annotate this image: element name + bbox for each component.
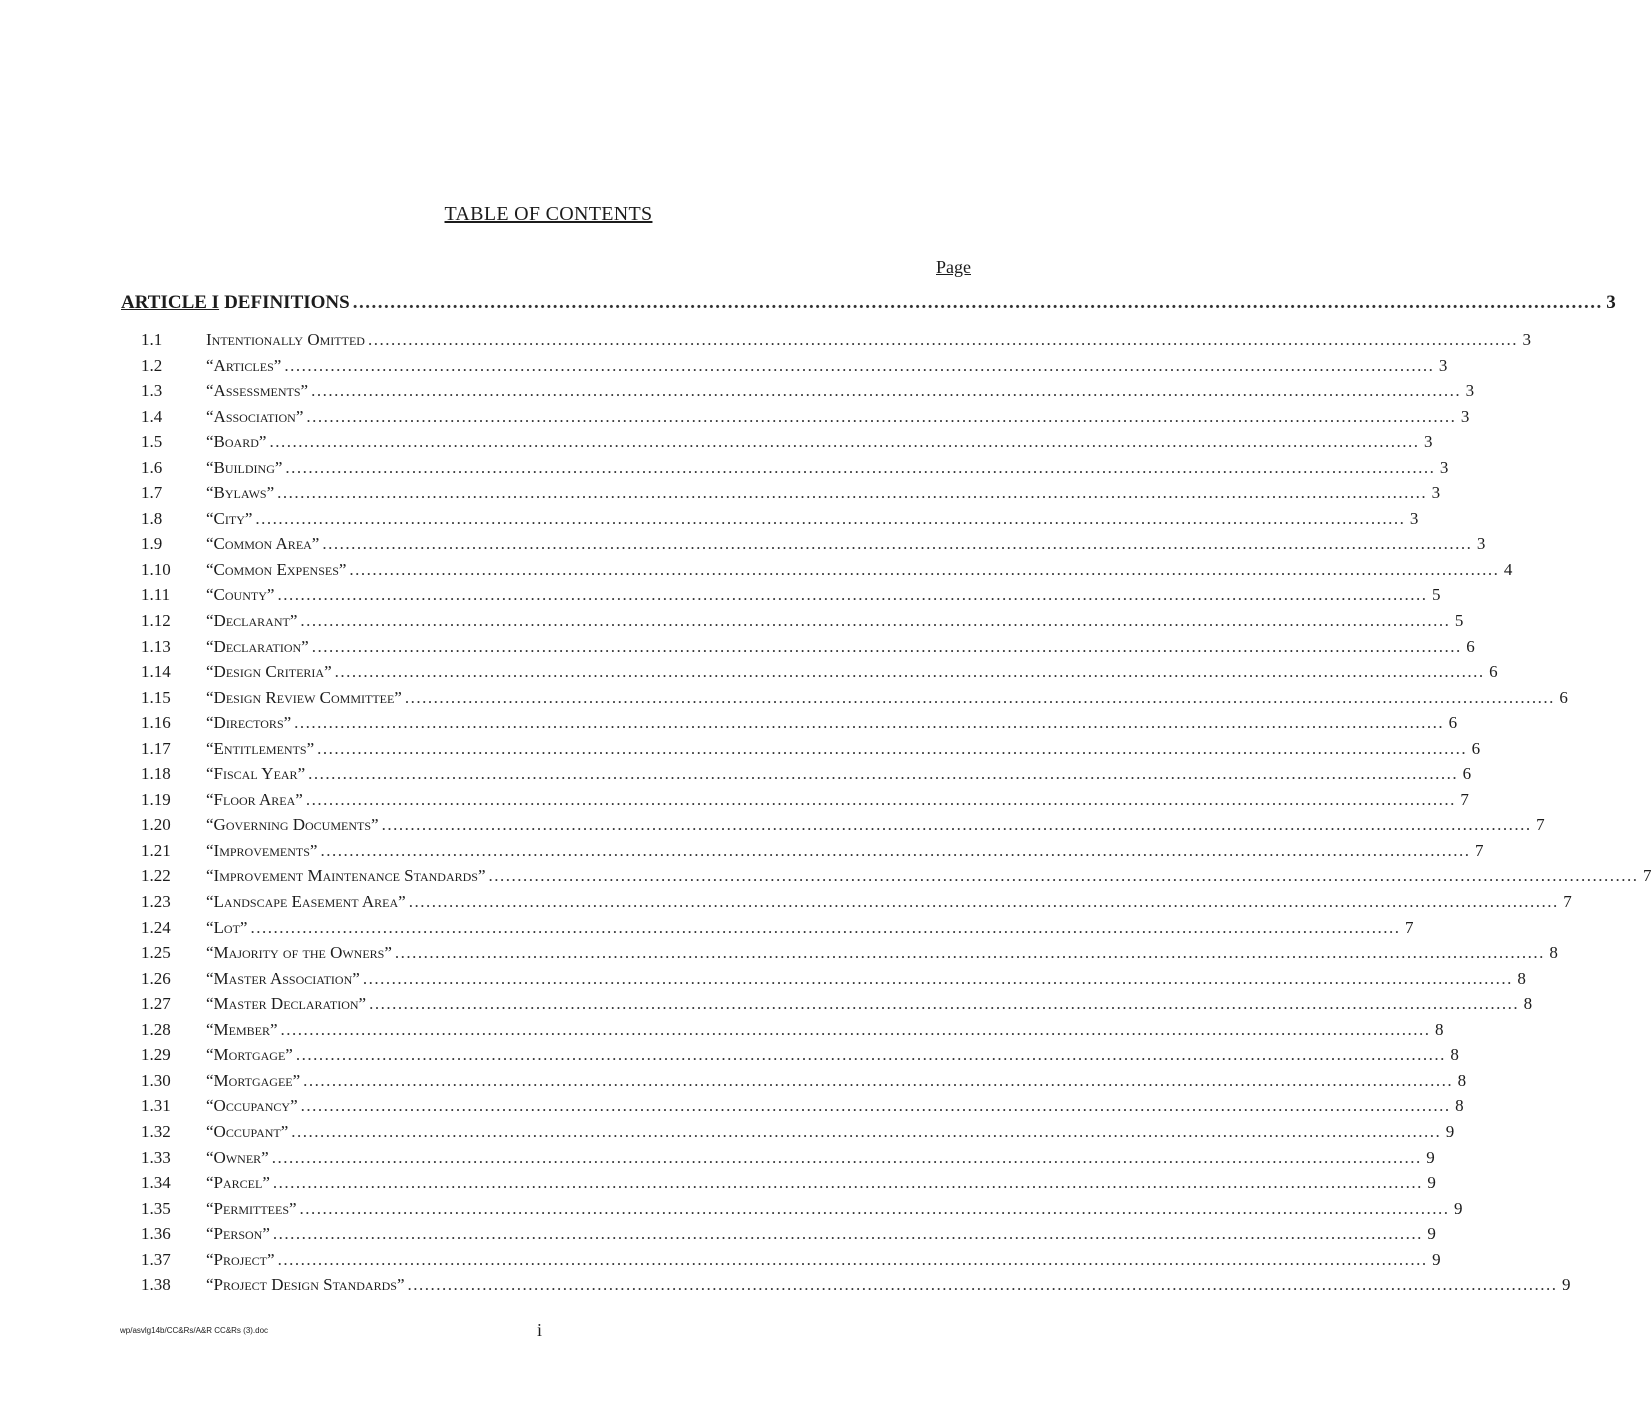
toc-entry: [141, 687, 1568, 714]
entry-page-number: 5: [1431, 585, 1441, 605]
entry-title: “Board”: [206, 432, 267, 452]
entry-page-number: 6: [1448, 713, 1458, 733]
toc-entry: [141, 662, 1498, 688]
dot-leader: ........................................................................................................................................................................................................: [334, 662, 1485, 682]
entry-page-number: 6: [1462, 764, 1472, 784]
entry-number: 1.36: [141, 1224, 171, 1244]
toc-entry: [141, 1249, 1441, 1276]
entry-number: 1.8: [141, 508, 163, 528]
toc-entry: [141, 943, 1558, 969]
entry-page-number: 6: [1559, 687, 1568, 707]
entry-title: “Floor Area”: [206, 789, 303, 809]
dot-leader: ........................................................................................................................................................................................................: [295, 1045, 1446, 1065]
entry-number: 1.1: [141, 330, 163, 349]
entry-title: “Occupancy”: [206, 1096, 298, 1116]
entry-page-number: 9: [1454, 1198, 1463, 1218]
dot-leader: ........................................................................................................................................................................................................: [317, 738, 1468, 758]
entry-number: 1.27: [141, 994, 171, 1014]
dot-leader: ........................................................................................................................................................................................................: [488, 866, 1639, 886]
entry-title: “Owner”: [206, 1147, 269, 1167]
entry-title: “Master Declaration”: [206, 994, 367, 1014]
toc-entry: [141, 432, 1433, 458]
footer-page-number: i: [537, 1320, 543, 1340]
dot-leader: ........................................................................................................................................................................................................: [404, 687, 1555, 707]
toc-entry: [141, 917, 1414, 944]
entry-page-number: 8: [1549, 943, 1558, 963]
entry-title: “Common Expenses”: [206, 559, 347, 579]
dot-leader: ........................................................................................................................................................................................................: [255, 508, 1406, 528]
entry-title: “Member”: [206, 1019, 278, 1039]
entry-number: 1.10: [141, 559, 171, 579]
toc-entry: [141, 1121, 1455, 1148]
dot-leader: ........................................................................................................................................................................................................: [280, 1019, 1431, 1039]
entry-number: 1.15: [141, 687, 171, 707]
entry-title: “Improvements”: [206, 840, 318, 860]
entry-title: “Directors”: [206, 713, 292, 733]
dot-leader: ........................................................................................................................................................................................................: [306, 406, 1457, 426]
dot-leader: ........................................................................................................................................................................................................: [277, 585, 1428, 605]
toc-entry: [141, 559, 1513, 586]
toc-entry: [141, 1198, 1463, 1225]
entry-number: 1.11: [141, 585, 171, 605]
dot-leader: ........................................................................................................................................................................................................: [284, 355, 1435, 375]
entry-page-number: 5: [1454, 611, 1464, 631]
entry-title: “Majority of the Owners”: [206, 943, 392, 963]
dot-leader: ........................................................................................................................................................................................................: [349, 559, 1500, 579]
entry-page-number: 3: [1476, 534, 1486, 554]
toc-heading: TABLE OF CONTENTS: [444, 203, 653, 225]
entry-title: “Declarant”: [206, 611, 298, 631]
entry-page-number: 3: [1522, 330, 1531, 349]
entry-title: “Design Review Committee”: [206, 687, 402, 707]
dot-leader: ........................................................................................................................................................................................................: [320, 840, 1471, 860]
entry-number: 1.25: [141, 943, 171, 963]
dot-leader: ........................................................................................................................................................................................................: [271, 1147, 1422, 1167]
entry-title: “Mortgagee”: [206, 1070, 301, 1090]
entry-page-number: 4: [1503, 559, 1513, 579]
article-title: DEFINITIONS: [224, 292, 350, 313]
entry-title: “Landscape Easement Area”: [206, 892, 406, 912]
dot-leader: ........................................................................................................................................................................................................: [303, 1070, 1454, 1090]
toc-entry: [141, 1224, 1436, 1250]
entry-number: 1.9: [141, 534, 163, 554]
article-page-number: 3: [1606, 292, 1616, 313]
entry-title: “Declaration”: [206, 636, 309, 656]
entry-number: 1.17: [141, 738, 171, 758]
dot-leader: ........................................................................................................................................................................................................: [322, 534, 1473, 554]
entry-page-number: 7: [1404, 917, 1414, 937]
entry-number: 1.26: [141, 968, 171, 988]
entry-number: 1.37: [141, 1249, 171, 1269]
entry-page-number: 8: [1517, 968, 1526, 988]
toc-entry: [141, 534, 1486, 560]
toc-entry: [141, 406, 1470, 433]
entry-title: “Project Design Standards”: [206, 1275, 405, 1295]
entry-number: 1.20: [141, 815, 171, 835]
entry-page-number: 7: [1536, 815, 1545, 835]
entry-page-number: 3: [1439, 457, 1449, 477]
entry-page-number: 9: [1432, 1249, 1441, 1269]
entry-page-number: 6: [1471, 738, 1481, 758]
article-label: ARTICLE I: [121, 292, 220, 313]
toc-entry: [141, 866, 1652, 892]
toc-entry: [141, 381, 1475, 407]
toc-entry: [141, 840, 1484, 867]
entry-title: “Parcel”: [206, 1173, 270, 1193]
entry-title: “Person”: [206, 1224, 270, 1244]
toc-entry: [141, 1070, 1467, 1097]
toc-entry: [141, 1045, 1459, 1071]
entry-page-number: 3: [1438, 355, 1448, 375]
entry-number: 1.33: [141, 1147, 171, 1167]
toc-entry: [141, 611, 1464, 637]
entry-page-number: 7: [1474, 840, 1484, 860]
entry-title: “Permittees”: [206, 1198, 297, 1218]
entry-number: 1.14: [141, 662, 171, 682]
entry-page-number: 3: [1423, 432, 1433, 452]
entry-number: 1.38: [141, 1275, 171, 1295]
dot-leader: ........................................................................................................................................................................................................: [369, 994, 1520, 1014]
dot-leader: ........................................................................................................................................................................................................: [291, 1121, 1442, 1141]
toc-entry: [141, 1147, 1435, 1174]
entry-title: “Master Association”: [206, 968, 360, 988]
article-heading-row: [121, 292, 1616, 314]
entry-page-number: 6: [1489, 662, 1498, 682]
toc-entry: [141, 738, 1481, 765]
entry-title: “Assessments”: [206, 381, 309, 401]
entry-page-number: 7: [1460, 789, 1469, 809]
dot-leader: ........................................................................................................................................................................................................: [269, 432, 1420, 452]
entry-number: 1.32: [141, 1121, 171, 1141]
dot-leader: ........................................................................................................................................................................................................: [311, 636, 1462, 656]
entry-number: 1.29: [141, 1045, 171, 1065]
toc-entry: [141, 483, 1441, 509]
dot-leader: ........................................................................................................................................................................................................: [408, 892, 1559, 912]
entry-number: 1.23: [141, 892, 171, 912]
dot-leader: ........................................................................................................................................................................................................: [299, 1198, 1450, 1218]
toc-entry: [141, 1275, 1571, 1301]
dot-leader: ........................................................................................................................................................................................................: [285, 457, 1436, 477]
entry-number: 1.6: [141, 457, 163, 477]
entry-number: 1.16: [141, 713, 171, 733]
entry-title: “Improvement Maintenance Standards”: [206, 866, 486, 886]
entry-page-number: 8: [1435, 1019, 1444, 1039]
entry-page-number: 3: [1409, 508, 1419, 528]
entry-number: 1.18: [141, 764, 171, 784]
entry-title: “Governing Documents”: [206, 815, 379, 835]
entry-number: 1.22: [141, 866, 171, 886]
entry-page-number: 3: [1431, 483, 1441, 503]
toc-entry: [141, 636, 1475, 663]
entry-number: 1.13: [141, 636, 171, 656]
entry-number: 1.2: [141, 355, 163, 375]
page-column-header: Page: [936, 257, 971, 277]
entry-title: “Common Area”: [206, 534, 320, 554]
entry-number: 1.5: [141, 432, 163, 452]
entry-page-number: 9: [1427, 1173, 1436, 1193]
toc-entry: [141, 457, 1449, 484]
entry-page-number: 8: [1457, 1070, 1467, 1090]
entry-number: 1.34: [141, 1173, 171, 1193]
dot-leader: ........................................................................................................................................................................................................: [300, 1096, 1451, 1116]
entry-title: Intentionally Omitted: [206, 330, 365, 349]
entry-title: “County”: [206, 585, 275, 605]
toc-entry: [141, 789, 1469, 816]
entry-title: “Lot”: [206, 917, 248, 937]
entry-number: 1.3: [141, 381, 163, 401]
entry-title: “Entitlements”: [206, 738, 315, 758]
entry-page-number: 3: [1465, 381, 1475, 401]
entry-title: “Mortgage”: [206, 1045, 293, 1065]
dot-leader: ........................................................................................................................................................................................................: [381, 815, 1532, 835]
entry-page-number: 8: [1455, 1096, 1464, 1116]
dot-leader: ........................................................................................................................................................................................................: [277, 483, 1428, 503]
toc-entry: [141, 585, 1441, 611]
entry-page-number: 9: [1427, 1224, 1436, 1244]
entry-title: “Bylaws”: [206, 483, 275, 503]
entry-title: “Building”: [206, 457, 283, 477]
entry-number: 1.28: [141, 1019, 171, 1039]
dot-leader: ........................................................................................................................................................................................................: [362, 968, 1513, 988]
entry-title: “Occupant”: [206, 1121, 289, 1141]
dot-leader: ........................................................................................................................................................................................................: [407, 1275, 1558, 1295]
entry-title: “Articles”: [206, 355, 282, 375]
dot-leader: ........................................................................................................................................................................................................: [305, 789, 1456, 809]
dot-leader: ........................................................................................................................................................................................................: [300, 611, 1451, 631]
toc-entry: [141, 892, 1572, 918]
entry-number: 1.30: [141, 1070, 171, 1090]
entry-page-number: 7: [1643, 866, 1652, 886]
entry-number: 1.24: [141, 917, 171, 937]
dot-leader: ........................................................................................................................................................................................................: [294, 713, 1445, 733]
toc-entry: [141, 355, 1448, 382]
dot-leader: ........................................................................................................................................................................................................: [367, 330, 1518, 349]
toc-entry: [141, 1173, 1436, 1199]
dot-leader: ........................................................................................................................................................................................................: [272, 1224, 1423, 1244]
entry-number: 1.31: [141, 1096, 171, 1116]
entry-page-number: 9: [1445, 1121, 1455, 1141]
entry-title: “City”: [206, 508, 253, 528]
footer-file-path: wp/asvlg14b/CC&Rs/A&R CC&Rs (3).doc: [120, 1326, 269, 1335]
entry-page-number: 8: [1523, 994, 1533, 1014]
toc-entry-list: [141, 330, 1652, 1301]
toc-entry: [141, 764, 1472, 790]
entry-title: “Fiscal Year”: [206, 764, 306, 784]
entry-number: 1.4: [141, 406, 163, 426]
toc-entry: [141, 1096, 1464, 1122]
entry-page-number: 6: [1466, 636, 1475, 656]
entry-number: 1.19: [141, 789, 171, 809]
dot-leader: ........................................................................................................................................................................................................: [352, 292, 1603, 313]
toc-entry: [141, 713, 1458, 739]
entry-number: 1.21: [141, 840, 171, 860]
entry-page-number: 7: [1563, 892, 1572, 912]
dot-leader: ........................................................................................................................................................................................................: [311, 381, 1462, 401]
toc-entry: [141, 330, 1531, 356]
entry-page-number: 3: [1460, 406, 1470, 426]
entry-title: “Design Criteria”: [206, 662, 332, 682]
toc-entry: [141, 968, 1526, 995]
dot-leader: ........................................................................................................................................................................................................: [250, 917, 1401, 937]
entry-page-number: 8: [1450, 1045, 1459, 1065]
dot-leader: ........................................................................................................................................................................................................: [394, 943, 1545, 963]
entry-title: “Project”: [206, 1249, 275, 1269]
entry-page-number: 9: [1426, 1147, 1435, 1167]
dot-leader: ........................................................................................................................................................................................................: [308, 764, 1459, 784]
entry-page-number: 9: [1562, 1275, 1571, 1295]
dot-leader: ........................................................................................................................................................................................................: [277, 1249, 1428, 1269]
toc-entry: [141, 994, 1533, 1020]
toc-entry: [141, 815, 1545, 841]
toc-entry: [141, 508, 1419, 535]
dot-leader: ........................................................................................................................................................................................................: [272, 1173, 1423, 1193]
entry-number: 1.12: [141, 611, 171, 631]
entry-title: “Association”: [206, 406, 304, 426]
entry-number: 1.7: [141, 483, 163, 503]
toc-entry: [141, 1019, 1444, 1046]
entry-number: 1.35: [141, 1198, 171, 1218]
